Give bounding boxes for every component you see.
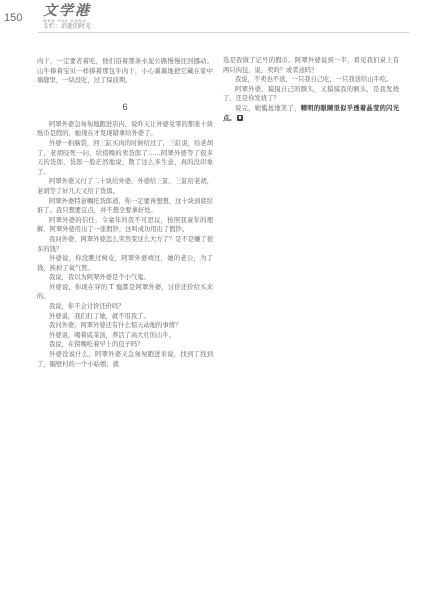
logo-pinyin: WEN XUE GANG (43, 18, 87, 23)
section-number: 6 (122, 101, 128, 112)
header-divider (38, 32, 409, 33)
left-paragraphs-before (37, 57, 213, 86)
final-paragraph-start: 说完，她尴尬地笑了， (235, 104, 301, 112)
column-name: 专栏：消逝的时光 (43, 24, 92, 30)
body-paragraph: 外婆没说什么，阿翠外婆又急匆匆跑进来说，找到了找到了，隔壁村的一个小姑娘，就 (37, 351, 213, 368)
body-paragraph: 我说，我以为阿翠外婆是个小气鬼。 (49, 274, 150, 282)
end-of-article-icon (237, 115, 243, 121)
body-paragraph: 我说，在傍晚吃着早上的包子吗？ (49, 341, 144, 349)
body-paragraph: 外婆说，你现在穿的 T 恤都是阿翠外婆，讨价还价给买来的。 (37, 283, 213, 301)
final-paragraph-highlight: 精明的眼睛里似乎透着晶莹的闪光点。 (223, 104, 400, 122)
body-paragraph: 阿翠外婆特意嘱托货郎道，你一定要再想想，这十块到底给谁了。我只想要宜点，并不想全要拿好处。 (37, 197, 213, 215)
right-text-column (223, 56, 399, 123)
body-paragraph: 外婆说，你没瞧过树皮，阿翠外婆靖过，她的老公，为了钱，挨掉了氧气管。 (37, 255, 213, 272)
body-paragraph: 阿翠外婆急匆匆地跑进店内，说昨天让外婆兑零的那张十块纸币是假的，她现在才发现错拿给外婆了。 (37, 120, 213, 138)
body-paragraph: 阿翠外婆又付了二十块给外婆，外婆给三缸，三缸给老胡，老胡等了好几天又给了货郎。 (37, 178, 213, 195)
body-paragraph: 选是我做了记号的假币。阿翠外婆说到一半，看见我们桌上有两只肉包，说，卖吗？或者送吗？ (223, 57, 399, 74)
body-paragraph: 外婆说，我们打了她，就不用我了。 (49, 312, 150, 320)
final-paragraph (223, 104, 399, 123)
left-paragraphs-after (37, 120, 213, 369)
body-paragraph: 我说，不卖也不送，一只我自己吃，一只我送给山牛吃。 (235, 76, 393, 84)
body-paragraph: 阿翠外婆，摸摸自己的额头，又摸摸我的额头，是我发烧了，还是你发烧了？ (223, 85, 399, 103)
body-paragraph: 外婆一拍脑袋，回三缸买肉的时候给过了，三缸说，给老胡了，老胡咬死一问，给傍晚的卖货郎了……阿翠外婆等了很多天的货郎，货郎一脸茫然地说，散了这么多生意，真的没印象了。 (37, 139, 213, 176)
magazine-logo (43, 4, 91, 31)
logo-title: 文学港 (43, 3, 91, 19)
page-number: 150 (4, 12, 23, 24)
body-paragraph: 我问外婆，阿翠外婆还有什么惊天动地的事情？ (49, 322, 182, 330)
body-paragraph: 我说，你不会讨价还价吗？ (49, 303, 125, 311)
body-paragraph: 肉干，一定要省着吃，他们沿着那条水泥公路慢慢往回挪动。山牛捧着宝贝一样捧着那包牛肉干，小心翼翼地把它藏在家中墙缝里，一块没吃，过了保质期。 (37, 58, 213, 85)
right-paragraphs (223, 56, 399, 104)
left-text-column (37, 57, 213, 369)
body-paragraph: 我问外婆，阿翠外婆怎么突然变这么大方了？是不是赚了很多的钱？ (37, 235, 213, 253)
body-paragraph: 阿翠外婆的信任，令童年的我不可思议，按照我童年的理解，阿翠外婆用出了一张假钞，这叫成功用出了假钞。 (37, 216, 213, 234)
body-paragraph: 外婆说，喝着咸菜汤，养活了高大壮的山牛。 (49, 331, 175, 339)
